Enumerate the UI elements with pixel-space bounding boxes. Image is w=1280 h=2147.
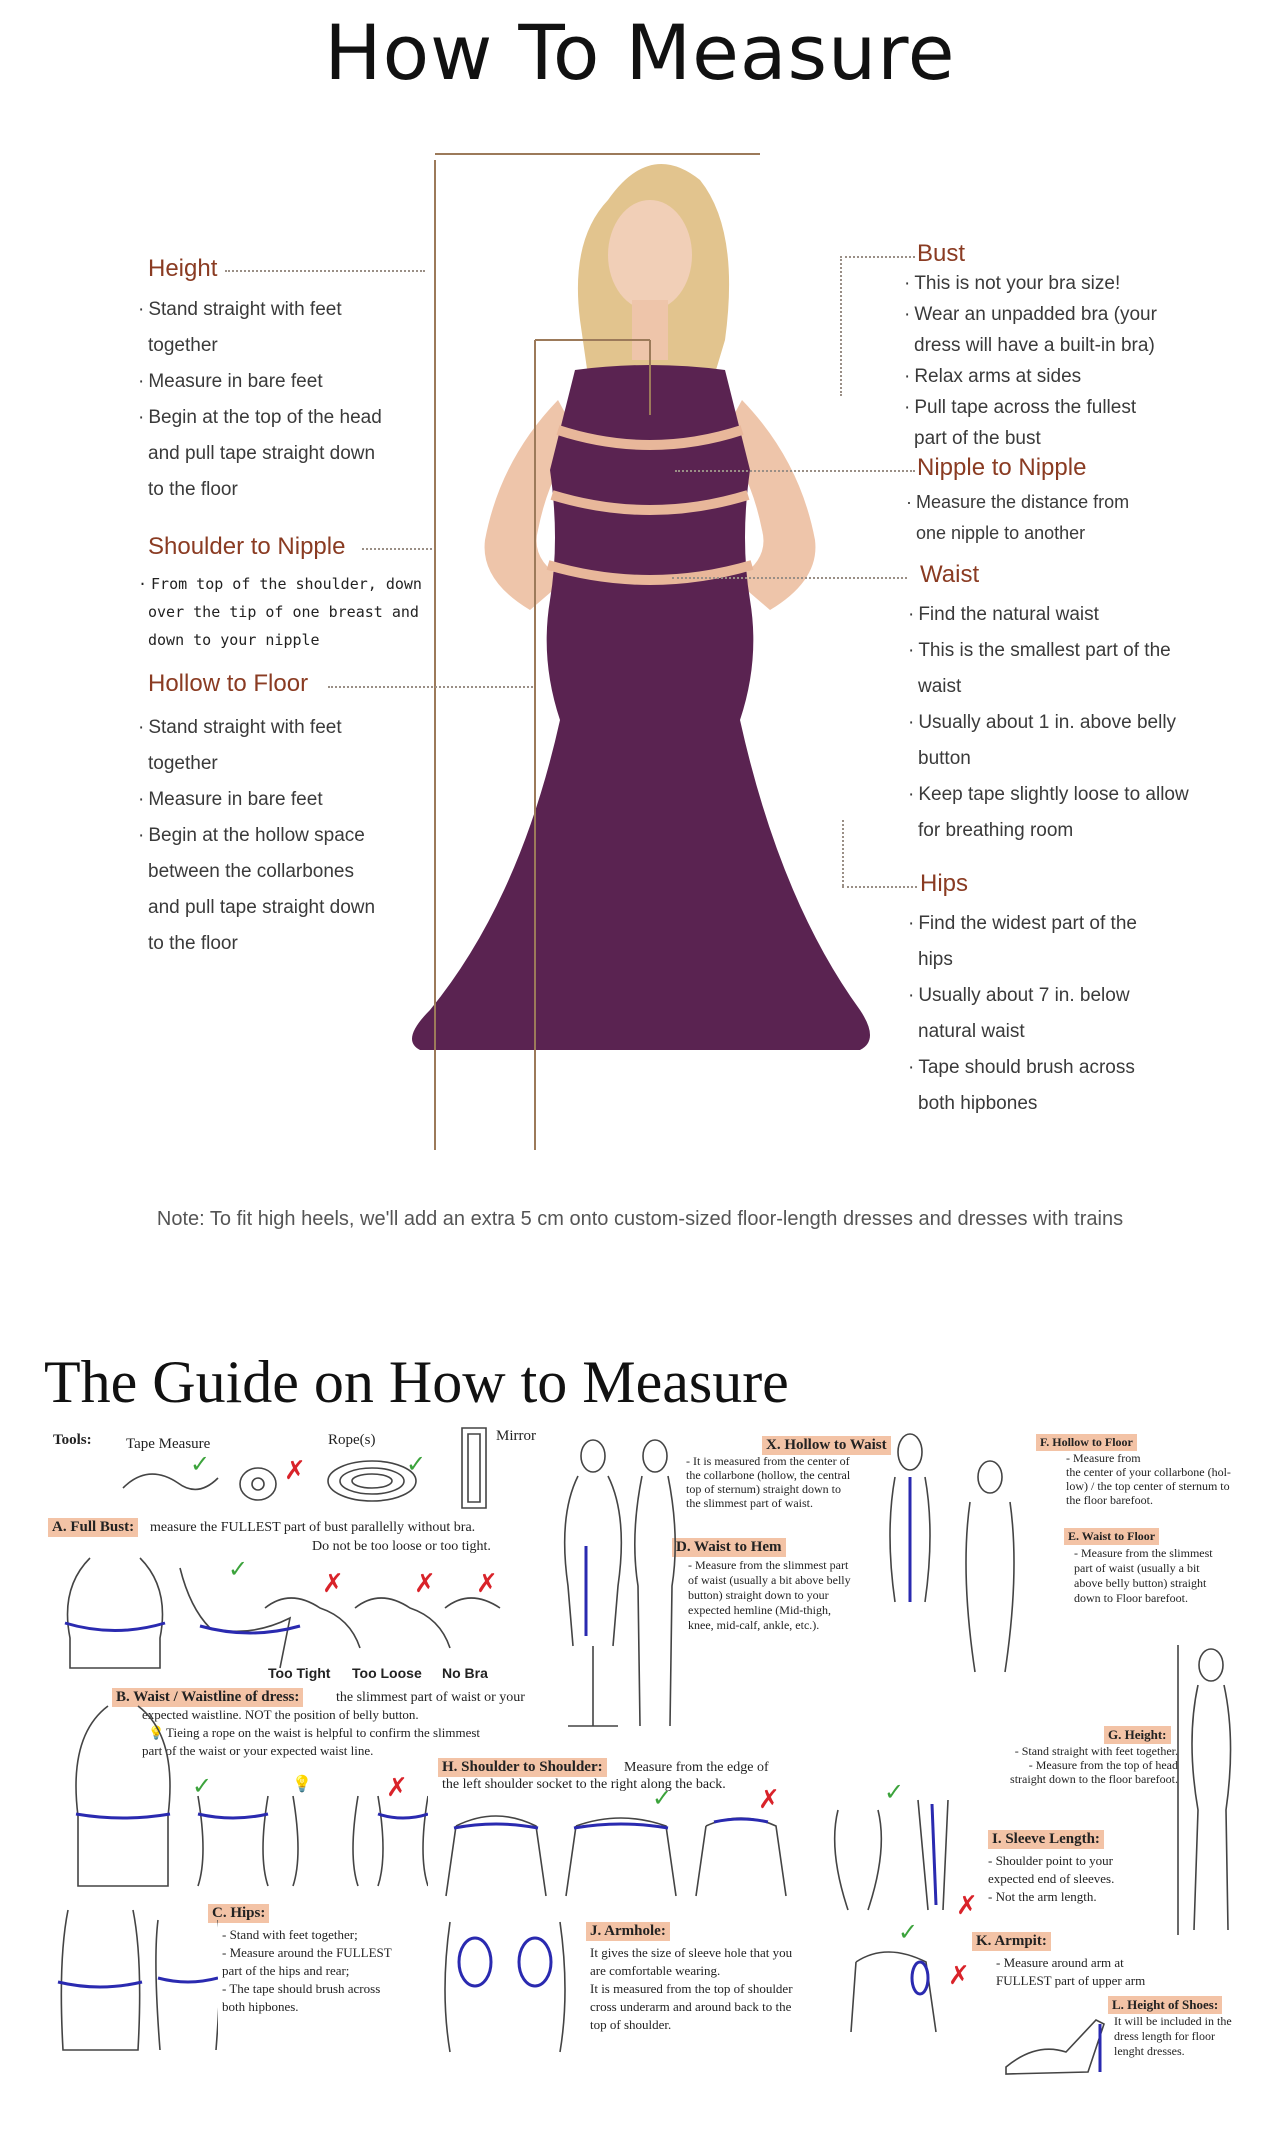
waist-to-floor-guide-line: part of waist (usually a bit: [1074, 1561, 1200, 1575]
list-item: · Find the widest part of the: [908, 906, 1137, 942]
shoulder-sketches: [436, 1796, 796, 1906]
hips-guide-line: part of the hips and rear;: [222, 1963, 350, 1978]
list-item: · From top of the shoulder, down: [138, 570, 422, 598]
list-item: and pull tape straight down: [148, 897, 376, 918]
model-illustration: [380, 140, 920, 1190]
shoes-guide-line: lenght dresses.: [1114, 2044, 1185, 2058]
hollow-floor-sketches: [880, 1432, 1040, 1692]
list-item: one nipple to another: [916, 523, 1086, 543]
armpit-guide-label: K. Armpit:: [972, 1932, 1051, 1951]
tape-measure-label: Tape Measure: [126, 1436, 211, 1452]
waist-to-floor-guide-text: [1074, 1546, 1213, 1606]
cross-icon: ✗: [948, 1960, 970, 1990]
list-item: natural waist: [918, 1021, 1025, 1042]
waist-guide-label: B. Waist / Waistline of dress:: [112, 1688, 303, 1707]
waist-to-floor-guide-line: down to Floor barefoot.: [1074, 1591, 1188, 1605]
waist-to-hem-line: button) straight down to your: [688, 1588, 829, 1602]
sleeve-guide-line: - Shoulder point to your: [988, 1853, 1113, 1868]
list-item: · Wear an unpadded bra (your: [904, 299, 1157, 330]
list-item: · Usually about 1 in. above belly: [908, 705, 1189, 741]
waist-to-hem-line: knee, mid-calf, ankle, etc.).: [688, 1618, 820, 1632]
bust-heading: Bust: [917, 240, 966, 267]
waist-guide-text-2: expected waistline. NOT the position of belly button.: [142, 1707, 419, 1722]
hips-guide-line: - Measure around the FULLEST: [222, 1945, 392, 1960]
waist-guide-text-3: Tieing a rope on the waist is helpful to confirm the slimmest: [166, 1725, 481, 1740]
shoe-icon: [996, 2012, 1116, 2082]
check-icon: ✓: [406, 1451, 427, 1478]
hips-heading: Hips: [920, 870, 969, 897]
face-shape: [608, 200, 692, 310]
shoulder-to-nipple-leader: [362, 548, 432, 550]
hollow-to-floor-guide-line: - Measure from: [1066, 1451, 1141, 1465]
waist-to-hem-line: expected hemline (Mid-thigh,: [688, 1603, 831, 1617]
cross-icon: ✗: [284, 1455, 306, 1485]
sleeve-guide-line: expected end of sleeves.: [988, 1871, 1115, 1886]
hollow-to-waist-line: - It is measured from the center of: [686, 1454, 850, 1468]
waist-leader: [672, 577, 907, 579]
armpit-guide-line: - Measure around arm at: [996, 1955, 1124, 1970]
check-icon: ✓: [228, 1556, 249, 1583]
no-bra-label: No Bra: [442, 1665, 488, 1681]
bust-leader: [840, 256, 915, 258]
armhole-guide-label: J. Armhole:: [586, 1922, 670, 1941]
shoes-guide-text: [1114, 2014, 1232, 2059]
list-item: dress will have a built-in bra): [914, 335, 1155, 356]
hips-list: [908, 906, 1137, 1122]
check-icon: ✓: [898, 1919, 919, 1946]
height-guide-line: - Stand straight with feet together.: [1014, 1744, 1178, 1758]
bulb-icon: 💡: [148, 1725, 165, 1740]
hollow-to-floor-guide-label: F. Hollow to Floor: [1036, 1434, 1137, 1451]
waist-to-floor-guide-line: - Measure from the slimmest: [1074, 1546, 1213, 1560]
list-item: · Keep tape slightly loose to allow: [908, 777, 1189, 813]
height-guide-label: G. Height:: [1104, 1726, 1171, 1744]
hips-guide-line: - Stand with feet together;: [222, 1927, 358, 1942]
hollow-to-floor-guide-line: low) / the top center of sternum to: [1066, 1479, 1230, 1493]
list-item: button: [918, 748, 971, 769]
full-bust-label: A. Full Bust:: [48, 1518, 138, 1537]
list-item: · Begin at the top of the head: [138, 400, 382, 436]
note-text: Note: To fit high heels, we'll add an extra 5 cm onto custom-sized floor-length dresses and dresses with trains: [156, 1208, 1124, 1230]
cross-icon: ✗: [476, 1568, 498, 1598]
list-item: · Pull tape across the fullest: [904, 392, 1157, 423]
armhole-guide-line: cross underarm and around back to the: [590, 1999, 792, 2014]
hips-sketches: [48, 1900, 218, 2060]
hollow-to-waist-label: X. Hollow to Waist: [762, 1436, 891, 1455]
hips-leader-vertical: [842, 820, 844, 886]
armhole-guide-text: [590, 1944, 793, 2034]
too-tight-label: Too Tight: [268, 1665, 331, 1681]
page-title: How To Measure: [324, 8, 956, 97]
hollow-to-floor-guide-line: the floor barefoot.: [1066, 1493, 1153, 1507]
armhole-guide-line: It is measured from the top of shoulder: [590, 1981, 793, 1996]
sleeve-guide-line: - Not the arm length.: [988, 1889, 1097, 1904]
armhole-sketch: [430, 1912, 580, 2062]
armpit-guide-text: [996, 1954, 1145, 1990]
shoulder-guide-text-1: Measure from the edge of: [624, 1760, 769, 1775]
hollow-to-waist-line: the slimmest part of waist.: [686, 1496, 813, 1510]
height-sketch: [1176, 1640, 1246, 1940]
cross-icon: ✗: [758, 1784, 780, 1814]
check-icon: ✓: [652, 1785, 673, 1812]
list-item: part of the bust: [914, 428, 1041, 449]
hollow-to-floor-list: [138, 710, 375, 962]
shoulder-guide-text-2: the left shoulder socket to the right along the back.: [442, 1777, 726, 1792]
waist-sketches: [48, 1696, 428, 1896]
armpit-guide-line: FULLEST part of upper arm: [996, 1973, 1146, 1988]
list-item: over the tip of one breast and: [148, 603, 419, 621]
hollow-to-floor-guide-text: [1066, 1451, 1231, 1507]
bust-list: [904, 268, 1157, 454]
list-item: to the floor: [148, 479, 238, 500]
waist-to-hem-label: D. Waist to Hem: [672, 1538, 786, 1557]
list-item: down to your nipple: [148, 631, 320, 649]
list-item: · Tape should brush across: [908, 1050, 1137, 1086]
list-item: hips: [918, 949, 953, 970]
hollow-to-floor-heading: Hollow to Floor: [148, 670, 309, 697]
list-item: between the collarbones: [148, 861, 354, 882]
cross-icon: ✗: [956, 1890, 978, 1920]
waist-to-hem-line: - Measure from the slimmest part: [688, 1558, 849, 1572]
hollow-to-floor-leader: [328, 686, 533, 688]
list-item: · Relax arms at sides: [904, 361, 1157, 392]
waist-list: [908, 597, 1189, 849]
list-item: and pull tape straight down: [148, 443, 376, 464]
rope-label: Rope(s): [328, 1432, 376, 1448]
height-guide-line: straight down to the floor barefoot.: [1010, 1772, 1178, 1786]
full-bust-text-2: Do not be too loose or too tight.: [312, 1539, 491, 1554]
sleeve-guide-text: [988, 1852, 1114, 1906]
waist-to-floor-guide-line: above belly button) straight: [1074, 1576, 1207, 1590]
full-bust-sketches: [50, 1548, 510, 1678]
nipple-to-nipple-leader: [675, 470, 915, 472]
hollow-to-waist-text: [686, 1454, 850, 1510]
hollow-to-waist-line: top of sternum) straight down to: [686, 1482, 841, 1496]
list-item: · Measure in bare feet: [138, 782, 375, 818]
tools-label: Tools:: [53, 1432, 92, 1448]
check-icon: ✓: [884, 1779, 905, 1806]
cross-icon: ✗: [414, 1568, 436, 1598]
waist-heading: Waist: [920, 561, 980, 588]
hips-guide-label: C. Hips:: [208, 1904, 269, 1923]
armhole-guide-line: top of shoulder.: [590, 2017, 672, 2032]
figure-sketch: [620, 1436, 690, 1736]
list-item: together: [148, 753, 218, 774]
mirror-icon: [454, 1424, 494, 1514]
waist-guide-text-4: part of the waist or your expected waist line.: [142, 1743, 374, 1758]
list-item: · Begin at the hollow space: [138, 818, 375, 854]
list-item: · Stand straight with feet: [138, 710, 375, 746]
list-item: · Stand straight with feet: [138, 292, 382, 328]
hollow-to-floor-guide-line: the center of your collarbone (hol-: [1066, 1465, 1231, 1479]
too-loose-label: Too Loose: [352, 1665, 422, 1681]
list-item: · Measure the distance from: [906, 487, 1129, 518]
height-guide-text: [1008, 1744, 1178, 1786]
shoulder-to-nipple-list: [138, 570, 422, 654]
hips-guide-line: - The tape should brush across: [222, 1981, 381, 1996]
waist-to-floor-guide-label: E. Waist to Floor: [1064, 1528, 1159, 1545]
shoes-guide-line: It will be included in the: [1114, 2014, 1232, 2028]
list-item: · This is the smallest part of the: [908, 633, 1189, 669]
waist-to-hem-text: [688, 1558, 851, 1633]
hips-guide-text: [222, 1926, 392, 2016]
list-item: · Measure in bare feet: [138, 364, 382, 400]
waist-guide-text-1: the slimmest part of waist or your: [336, 1690, 525, 1705]
guide-title: The Guide on How to Measure: [44, 1349, 789, 1415]
height-guide-line: - Measure from the top of head: [1028, 1758, 1178, 1772]
list-item: to the floor: [148, 933, 238, 954]
list-item: together: [148, 335, 218, 356]
armhole-guide-line: It gives the size of sleeve hole that you: [590, 1945, 793, 1960]
shoes-guide-line: dress length for floor: [1114, 2029, 1215, 2043]
height-list: [138, 292, 382, 508]
shoes-guide-label: L. Height of Shoes:: [1108, 1996, 1222, 2014]
shoulder-guide-label: H. Shoulder to Shoulder:: [438, 1758, 607, 1777]
list-item: · Usually about 7 in. below: [908, 978, 1137, 1014]
list-item: · Find the natural waist: [908, 597, 1189, 633]
bust-leader-vertical: [840, 256, 842, 396]
shoulder-to-nipple-heading: Shoulder to Nipple: [148, 533, 346, 560]
check-icon: ✓: [192, 1773, 213, 1800]
hips-leader: [842, 886, 917, 888]
list-item: waist: [918, 676, 962, 697]
height-leader: [225, 270, 425, 272]
list-item: for breathing room: [918, 820, 1074, 841]
check-icon: ✓: [190, 1451, 211, 1478]
dress-shape: [412, 365, 870, 1050]
cross-icon: ✗: [386, 1772, 408, 1802]
full-bust-text-1: measure the FULLEST part of bust parallelly without bra.: [150, 1520, 476, 1535]
list-item: both hipbones: [918, 1093, 1038, 1114]
list-item: · This is not your bra size!: [904, 268, 1157, 299]
waist-to-hem-line: of waist (usually a bit above belly: [688, 1573, 851, 1587]
mirror-label: Mirror: [496, 1428, 536, 1444]
nipple-to-nipple-list: [906, 487, 1129, 549]
armhole-guide-line: are comfortable wearing.: [590, 1963, 721, 1978]
height-heading: Height: [148, 255, 218, 282]
hollow-to-waist-line: the collarbone (hollow, the central: [686, 1468, 851, 1482]
hips-guide-line: both hipbones.: [222, 1999, 299, 2014]
nipple-to-nipple-heading: Nipple to Nipple: [917, 454, 1087, 481]
sleeve-guide-label: I. Sleeve Length:: [988, 1830, 1104, 1849]
cross-icon: ✗: [322, 1568, 344, 1598]
bulb-icon: 💡: [292, 1776, 312, 1793]
